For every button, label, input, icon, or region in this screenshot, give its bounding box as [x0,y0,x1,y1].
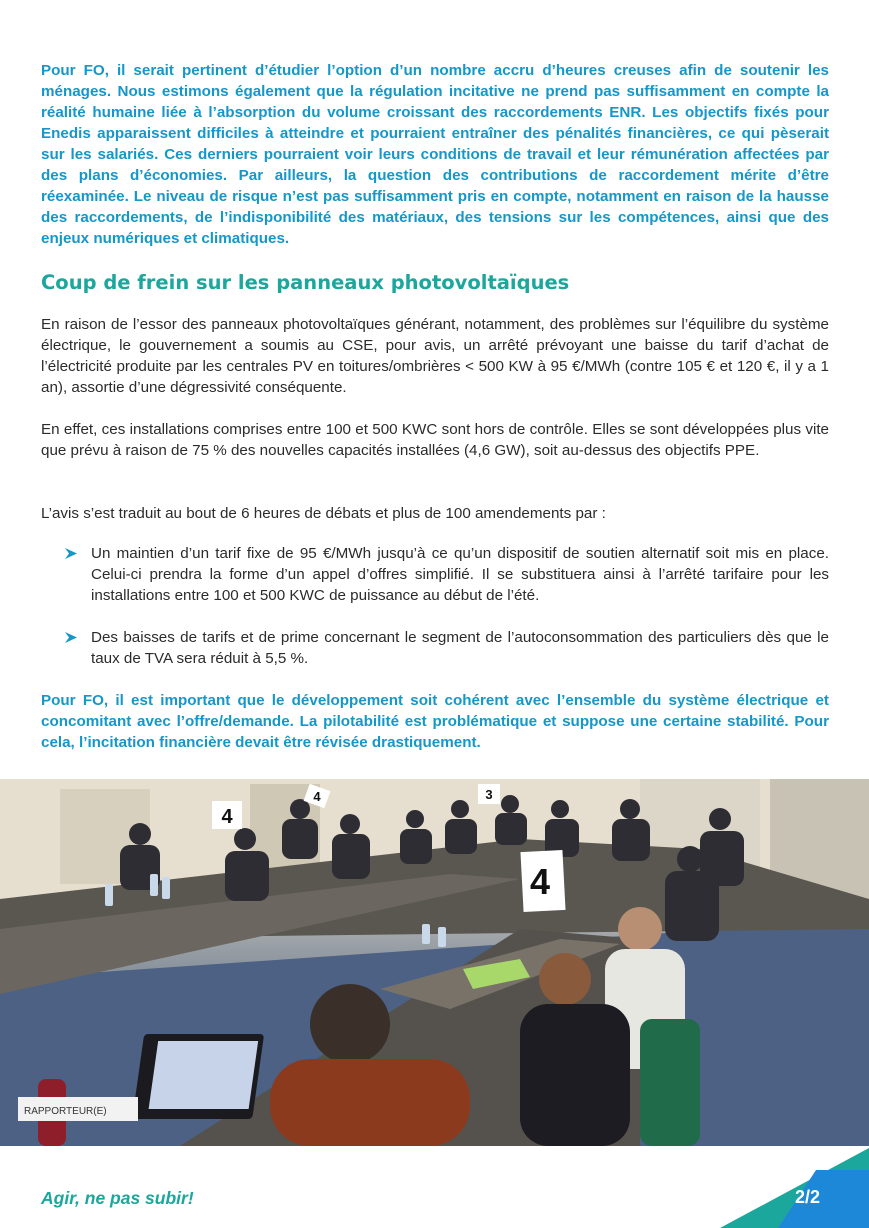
footer-slogan: Agir, ne pas subir! [41,1188,194,1208]
meeting-illustration [0,779,869,1146]
bullet-item [65,627,829,669]
bullet-text: Un maintien d’un tarif fixe de 95 €/MWh jusqu’à ce qu’un dispositif de soutien alternatif soit mis en place. Celui-ci prendra la forme d’un appel d’offres simplifié. Il se substituera ainsi à l’arrêté tarifaire pour les installations entre 100 et 500 KWC de puissance au début de l’été. [91,545,829,604]
meeting-photo [0,779,869,1146]
page-number: 2/2 [795,1187,821,1207]
body-paragraph-2: En effet, ces installations comprises entre 100 et 500 KWC sont hors de contrôle. Elles se sont développées plus vite que prévu à raison de 75 % des nouvelles capacités installées (4,6 GW), soit au-dessus des objectifs PPE. [41,421,829,459]
vote-card-label: 4 [313,789,321,804]
vote-card-label: 4 [221,806,233,828]
body-paragraph-3: L’avis s’est traduit au bout de 6 heures de débats et plus de 100 amendements par : [41,505,606,522]
body-paragraph-1: En raison de l’essor des panneaux photovoltaïques générant, notamment, des problèmes sur l’équilibre du système électrique, le gouvernement a soumis au CSE, pour avis, un arrêté prévoyant une baisse du tarif d’achat de l’électricité produite par les centrales PV en toitures/ombrières < 500 KW à 95 €/MWh (contre 105 € et 120 €, il y a 1 an), assortie d’une dégressivité conséquente. [41,316,829,396]
section-heading: Coup de frein sur les panneaux photovoltaïques [41,271,570,294]
name-plate: RAPPORTEUR(E) [24,1106,107,1117]
conclusion-paragraph: Pour FO, il est important que le développement soit cohérent avec l’ensemble du système électrique et concomitant avec l’offre/demande. La pilotabilité est problématique et suppose une certaine stabilité. Pour cela, l’incitation financière devait être révisée drastiquement. [41,692,829,751]
bullet-text: Des baisses de tarifs et de prime concernant le segment de l’autoconsommation des particuliers dès que le taux de TVA sera réduit à 5,5 %. [91,629,829,667]
arrow-bullet-icon [65,632,77,643]
vote-card-label: 3 [485,787,493,802]
bullet-item [65,543,829,606]
arrow-bullet-icon [65,548,77,559]
intro-paragraph: Pour FO, il serait pertinent d’étudier l’option d’un nombre accru d’heures creuses afin de soutenir les ménages. Nous estimons également que la régulation incitative ne prend pas suffisamment en compte la réalité humaine liée à l’absorption du volume croissant des raccordements ENR. Les objectifs fixés pour Enedis apparaissent difficiles à atteindre et pourraient entraîner des pénalités financières, ce qui pèserait sur les salariés. Ces derniers pourraient voir leurs conditions de travail et leur rémunération affectées par des plans d’économies. Par ailleurs, la question des contributions de raccordement mérite d’être réexaminée. Le niveau de risque n’est pas suffisamment pris en compte, notamment en raison de la hausse des raccordements, de l’indisponibilité des matériaux, des tensions sur les compétences, ainsi que des enjeux numériques et climatiques. [41,62,829,247]
vote-card-label: 4 [529,861,551,902]
